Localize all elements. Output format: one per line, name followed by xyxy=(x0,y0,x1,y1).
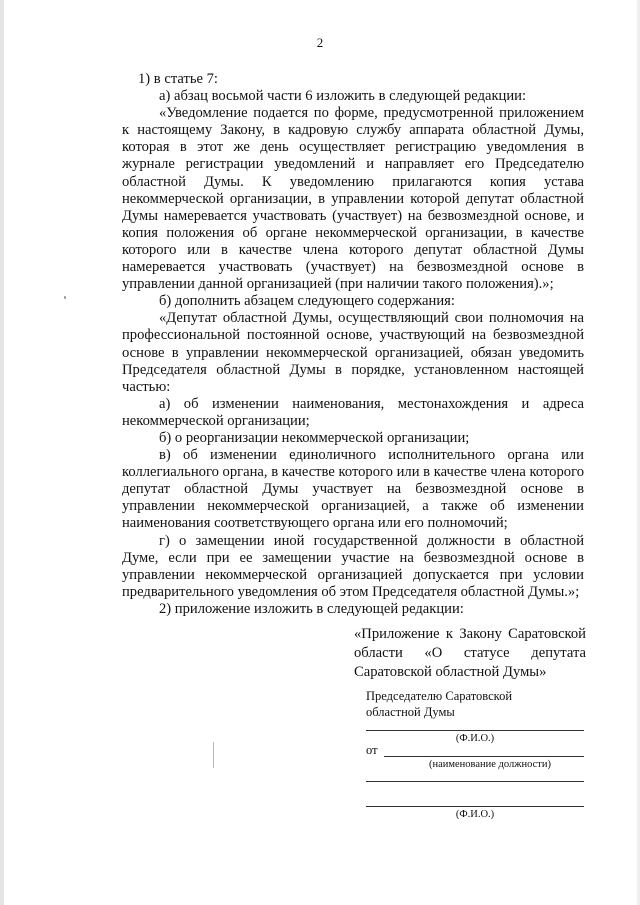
paragraph-item-b: б) дополнить абзацем следующего содержания: xyxy=(159,293,455,310)
scan-edge-left xyxy=(0,0,4,905)
from-label: от xyxy=(366,743,378,757)
paragraph-item-2: 2) приложение изложить в следующей редакции: xyxy=(159,600,464,617)
fio-line-2 xyxy=(366,806,584,807)
paragraph-subitem-b: б) о реорганизации некоммерческой организации; xyxy=(159,429,470,446)
scan-speck xyxy=(64,296,66,299)
fio-caption-2: (Ф.И.О.) xyxy=(455,809,495,820)
paragraph-item-a: а) абзац восьмой части 6 изложить в следующей редакции: xyxy=(159,88,527,105)
fio-caption-1: (Ф.И.О.) xyxy=(455,733,495,744)
paragraph-subitem-a: а) об изменении наименования, местонахождения и адреса некоммерческой организации; xyxy=(122,395,584,429)
position-caption: (наименование должности) xyxy=(428,759,552,770)
fio-line-1 xyxy=(366,730,584,731)
from-line xyxy=(384,756,584,757)
form-addressee: Председателю Саратовской областной Думы xyxy=(366,689,513,719)
notification-form xyxy=(366,688,584,820)
paragraph-deputy-obligation: «Депутат областной Думы, осуществляющий свои полномочия на профессиональной постоянной основе, участвующий на безвозмездной основе в управлении некоммерческой организацией, обязан уведомить Председателя областной Думы в порядке, установленном настоящей частью: xyxy=(122,310,584,395)
document-body xyxy=(122,71,584,618)
paragraph-notice-text: «Уведомление подается по форме, предусмотренной приложением к настоящему Закону, в кадровую службу аппарата областной Думы, которая в этот же день осуществляет регистрацию уведомления в журнале регистрации уведомлений и направляет его Председателю областной Думы. К уведомлению прилагаются копия устава некоммерческой организации, в управлении которой депутат областной Думы намеревается участвовать (участвует) на безвозмездной основе, и копия положения об органе некоммерческой организации, в качестве которого или в качестве члена которого депутат областной Думы намеревается участвовать (участвует) на безвозмездной основе в управлении данной организацией (при наличии такого положения).»; xyxy=(122,105,584,293)
paragraph-subitem-g: г) о замещении иной государственной должности в областной Думе, если при ее замещении участие на безвозмездной основе в управлении некоммерческой организацией допускается при условии предварительного уведомления об этом Председателя областной Думы.»; xyxy=(122,532,584,600)
scan-speck xyxy=(213,742,214,768)
appendix-heading: «Приложение к Закону Саратовской области «О статусе депутата Саратовской областной Думы» xyxy=(354,626,586,680)
paragraph-article-7: 1) в статье 7: xyxy=(138,71,218,87)
page-number: 2 xyxy=(316,35,324,50)
position-line-2 xyxy=(366,781,584,782)
paragraph-subitem-v: в) об изменении единоличного исполнительного органа или коллегиального органа, в качестве которого или в качестве члена которого депутат областной Думы участвует на безвозмездной основе в управлении некоммерческой организацией, а также об изменении наименования соответствующего органа или его полномочий; xyxy=(122,447,584,532)
